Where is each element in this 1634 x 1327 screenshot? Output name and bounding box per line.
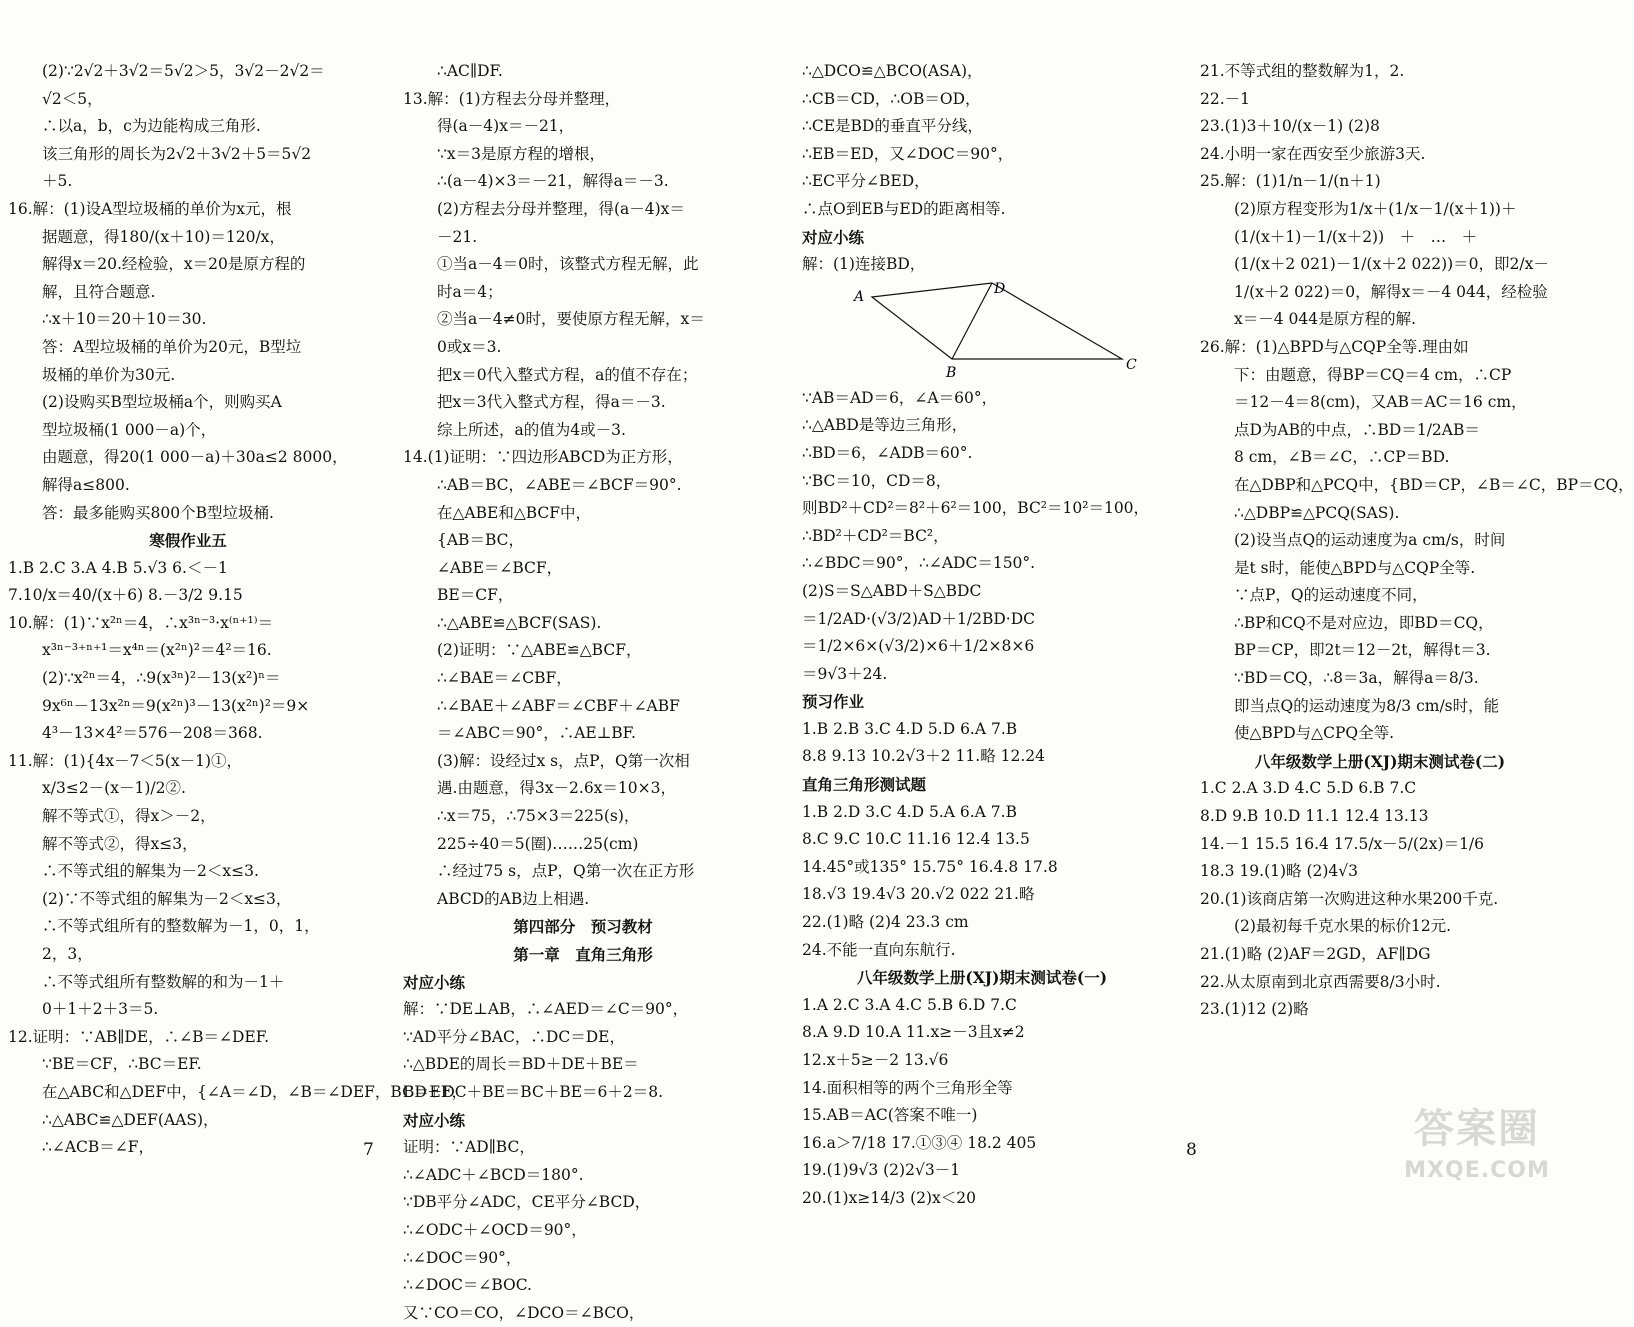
answer-line: (2)最初每千克水果的标价12元. xyxy=(1234,917,1452,936)
answer-line: 0＋1＋2＋3＝5. xyxy=(42,1000,159,1019)
answer-line: 24.小明一家在西安至少旅游3天. xyxy=(1200,144,1426,163)
answer-line: ＋5. xyxy=(42,172,73,191)
answer-line: 22.从太原南到北京西需要8/3小时. xyxy=(1200,972,1441,991)
answer-line: ∴∠BAE＝∠CBF， xyxy=(437,669,572,688)
answer-line: ∴∠BDC＝90°，∴∠ADC＝150°. xyxy=(802,554,1036,573)
vertex-b-label: B xyxy=(946,364,957,381)
answer-line: 7.10/x＝40/(x＋6) 8.－3/2 9.15 xyxy=(8,586,243,605)
answer-line: 圾桶的单价为30元. xyxy=(42,365,176,384)
answer-line: 19.(1)9√3 (2)2√3－1 xyxy=(802,1161,961,1180)
answer-line: ∵x＝3是原方程的增根， xyxy=(437,144,605,163)
answer-line: {AB＝BC， xyxy=(437,531,524,550)
section-heading: 第一章 直角三角形 xyxy=(513,945,653,964)
answer-line: (1/(x＋1)－1/(x＋2)) ＋ … ＋ xyxy=(1234,227,1478,246)
answer-line: ∴(a－4)×3＝－21，解得a＝－3. xyxy=(437,172,669,191)
answer-line: 18.√3 19.4√3 20.√2 022 21.略 xyxy=(802,885,1035,904)
answer-line: ∴CB＝CD，∴OB＝OD， xyxy=(802,89,981,108)
answer-line: 解得x＝20.经检验，x＝20是原方程的 xyxy=(42,255,306,274)
answer-line: ＝9√3＋24. xyxy=(802,664,888,683)
section-heading: 直角三角形测试题 xyxy=(802,775,927,795)
answer-line: 14.－1 15.5 16.4 17.5/x－5/(2x)＝1/6 xyxy=(1200,834,1485,853)
answer-line: (2)∵不等式组的解集为－2＜x≤3， xyxy=(42,889,292,908)
answer-line: ∴△ABC≌△DEF(AAS)， xyxy=(42,1110,219,1129)
answer-line: 1.B 2.D 3.C 4.D 5.A 6.A 7.B xyxy=(802,802,1017,821)
answer-line: ∴∠ODC＋∠OCD＝90°， xyxy=(403,1220,587,1239)
answer-line: 22.－1 xyxy=(1200,89,1251,108)
answer-line: 11.解：(1){4x－7＜5(x－1)①， xyxy=(8,751,242,770)
answer-line: 解不等式②，得x≤3， xyxy=(42,834,198,853)
answer-column-2 xyxy=(403,58,763,1327)
answer-line: 把x＝0代入整式方程，a的值不存在； xyxy=(437,365,698,384)
answer-line: 21.不等式组的整数解为1，2. xyxy=(1200,62,1405,80)
answer-line: (2)∵2√2＋3√2＝5√2＞5，3√2－2√2＝ xyxy=(42,62,325,80)
answer-line: ∴不等式组的解集为－2＜x≤3. xyxy=(42,862,259,881)
section-heading: 预习作业 xyxy=(802,692,865,712)
answer-line: ABCD的AB边上相遇. xyxy=(437,889,590,908)
answer-line: 得(a－4)x＝－21， xyxy=(437,117,575,136)
answer-line: 13.解：(1)方程去分母并整理， xyxy=(403,89,621,108)
answer-line: 遇.由题意，得3x－2.6x＝10×3， xyxy=(437,779,676,798)
answer-line: 下：由题意，得BP＝CQ＝4 cm，∴CP xyxy=(1234,365,1512,384)
answer-line: 25.解：(1)1/n－1/(n＋1) xyxy=(1200,172,1381,191)
answer-line: (2)S＝S△ABD＋S△BDC xyxy=(802,581,982,600)
answer-line: ∴△BDE的周长＝BD＋DE＋BE＝ xyxy=(403,1055,639,1074)
answer-line: 在△ABC和△DEF中，{∠A＝∠D，∠B＝∠DEF，BC＝EF， xyxy=(42,1082,467,1101)
answer-line: 15.AB＝AC(答案不唯一) xyxy=(802,1106,978,1125)
answer-line: ∴EC平分∠BED， xyxy=(802,172,930,191)
section-heading: 八年级数学上册(XJ)期末测试卷(二) xyxy=(1254,751,1506,771)
answer-line: ∴△DBP≌△PCQ(SAS). xyxy=(1234,503,1400,522)
answer-line: ∴BP和CQ不是对应边，即BD＝CQ， xyxy=(1234,613,1494,632)
answer-line: 由题意，得20(1 000－a)＋30a≤2 8000， xyxy=(42,448,348,467)
answer-line: (2)设购买B型垃圾桶a个，则购买A xyxy=(42,393,282,412)
answer-line: (2)原方程变形为1/x＋(1/x－1/(x＋1))＋ xyxy=(1234,199,1517,218)
section-heading: 对应小练 xyxy=(403,972,466,992)
answer-line: 8.D 9.B 10.D 11.1 12.4 13.13 xyxy=(1200,807,1429,826)
answer-line: 解，且符合题意. xyxy=(42,282,156,301)
answer-line: 2，3， xyxy=(42,945,93,963)
answer-line: 12.证明：∵AB∥DE，∴∠B＝∠DEF. xyxy=(8,1027,270,1046)
answer-line: ∴∠DOC＝90°， xyxy=(403,1248,522,1267)
answer-line: ∵DB平分∠ADC，CE平分∠BCD， xyxy=(403,1193,651,1212)
answer-line: ①当a－4＝0时，该整式方程无解，此 xyxy=(437,255,699,274)
answer-line: ∠ABE＝∠BCF， xyxy=(437,558,563,577)
answer-line: ∴∠ADC＋∠BCD＝180°. xyxy=(403,1165,584,1184)
answer-column-3 xyxy=(802,58,1162,1213)
section-heading: 第四部分 预习教材 xyxy=(513,917,653,937)
answer-line: 20.(1)该商店第一次购进这种水果200千克. xyxy=(1200,889,1499,908)
vertex-d-label: D xyxy=(994,280,1006,297)
answer-line: 16.a＞7/18 17.①③④ 18.2 405 xyxy=(802,1133,1037,1152)
answer-line: BD＋DC＋BE＝BC＋BE＝6＋2＝8. xyxy=(403,1082,664,1101)
answer-line: ∴x＋10＝20＋10＝30. xyxy=(42,310,207,329)
answer-line: 则BD²＋CD²＝8²＋6²＝100，BC²＝10²＝100， xyxy=(802,499,1150,518)
section-heading: 八年级数学上册(XJ)期末测试卷(一) xyxy=(856,968,1108,988)
answer-column-4 xyxy=(1200,58,1634,1024)
answer-line: 解得a≤800. xyxy=(42,475,130,494)
answer-line: 又∵CO＝CO，∠DCO＝∠BCO， xyxy=(403,1303,645,1322)
answer-line: √2＜5， xyxy=(42,89,103,108)
answer-line: 即当点Q的运动速度为8/3 cm/s时，能 xyxy=(1234,696,1500,715)
section-heading: 对应小练 xyxy=(403,1110,466,1130)
answer-line: 16.解：(1)设A型垃圾桶的单价为x元，根 xyxy=(8,199,292,218)
answer-line: 答：A型垃圾桶的单价为20元，B型垃 xyxy=(42,337,302,356)
answer-line: ∵BC＝10，CD＝8， xyxy=(802,471,952,490)
answer-line: 12.x＋5≥－2 13.√6 xyxy=(802,1051,949,1069)
answer-line: 1.A 2.C 3.A 4.C 5.B 6.D 7.C xyxy=(802,995,1017,1014)
answer-line: ∴EB＝ED，又∠DOC＝90°， xyxy=(802,144,1014,163)
answer-line: ∴x＝75，∴75×3＝225(s)， xyxy=(437,807,640,826)
answer-line: 225÷40＝5(圈)……25(cm) xyxy=(437,834,639,853)
answer-line: ＝1/2AD·(√3/2)AD＋1/2BD·DC xyxy=(802,609,1036,628)
answer-line: x/3≤2－(x－1)/2②. xyxy=(42,779,186,798)
answer-line: x＝－4 044是原方程的解. xyxy=(1234,310,1417,329)
answer-line: 1/(x＋2 022)＝0，解得x＝－4 044，经检验 xyxy=(1234,282,1548,301)
quadrilateral-figure xyxy=(802,279,1162,385)
answer-line: ∵BE＝CF，∴BC＝EF. xyxy=(42,1055,202,1074)
answer-line: －21. xyxy=(437,227,478,246)
answer-line: 10.解：(1)∵x²ⁿ＝4，∴x³ⁿ⁻³·x⁽ⁿ⁺¹⁾＝ xyxy=(8,613,274,632)
answer-line: ∴△ABD是等边三角形， xyxy=(802,416,968,435)
answer-line: 型垃圾桶(1 000－a)个， xyxy=(42,420,217,439)
answer-line: ＝∠ABC＝90°，∴AE⊥BF. xyxy=(437,724,636,743)
answer-line: 8.8 9.13 10.2√3＋2 11.略 12.24 xyxy=(802,747,1046,766)
answer-line: 14.45°或135° 15.75° 16.4.8 17.8 xyxy=(802,857,1058,876)
answer-line: ∵AB＝AD＝6，∠A＝60°， xyxy=(802,388,998,407)
answer-line: ∴∠ACB＝∠F， xyxy=(42,1138,155,1157)
answer-line: ∴AB＝BC，∠ABE＝∠BCF＝90°. xyxy=(437,475,682,494)
answer-line: ∴经过75 s，点P，Q第一次在正方形 xyxy=(437,862,695,881)
answer-line: (2)证明：∵△ABE≌△BCF， xyxy=(437,641,642,660)
answer-line: 使△BPD与△CPQ全等. xyxy=(1234,724,1395,743)
answer-line: 8.A 9.D 10.A 11.x≥－3且x≠2 xyxy=(802,1023,1025,1042)
section-heading: 寒假作业五 xyxy=(149,531,227,551)
answer-line: 把x＝3代入整式方程，得a＝－3. xyxy=(437,393,666,412)
answer-line: ∴CE是BD的垂直平分线， xyxy=(802,117,983,136)
answer-line: ∴∠DOC＝∠BOC. xyxy=(403,1276,532,1295)
answer-line: 解不等式①，得x＞－2， xyxy=(42,807,216,826)
answer-line: ∴△ABE≌△BCF(SAS). xyxy=(437,613,602,632)
answer-line: 9x⁶ⁿ－13x²ⁿ＝9(x²ⁿ)³－13(x²ⁿ)²＝9× xyxy=(42,696,310,715)
quadrilateral-abcd-diagram xyxy=(842,279,1142,383)
answer-line: 14.(1)证明：∵四边形ABCD为正方形， xyxy=(403,448,683,467)
answer-line: x³ⁿ⁻³⁺ⁿ⁺¹＝x⁴ⁿ＝(x²ⁿ)²＝4²＝16. xyxy=(42,641,272,660)
answer-line: 点D为AB的中点，∴BD＝1/2AB＝ xyxy=(1234,420,1480,439)
answer-line: (2)设当点Q的运动速度为a cm/s，时间 xyxy=(1234,531,1506,550)
answer-line: ∴点O到EB与ED的距离相等. xyxy=(802,199,1006,218)
answer-line: ＝12－4＝8(cm)，又AB＝AC＝16 cm， xyxy=(1234,393,1527,412)
answer-line: (1/(x＋2 021)－1/(x＋2 022))＝0，即2/x－ xyxy=(1234,255,1549,274)
answer-line: 22.(1)略 (2)4 23.3 cm xyxy=(802,913,969,932)
answer-line: 26.解：(1)△BPD与△CQP全等.理由如 xyxy=(1200,337,1469,356)
answer-line: 答：最多能购买800个B型垃圾桶. xyxy=(42,503,274,522)
answer-line: 该三角形的周长为2√2＋3√2＋5＝5√2 xyxy=(42,144,312,163)
answer-line: (2)方程去分母并整理，得(a－4)x＝ xyxy=(437,199,685,218)
answer-line: 解：∵DE⊥AB，∴∠AED＝∠C＝90°， xyxy=(403,1000,689,1019)
watermark xyxy=(1392,1102,1562,1202)
answer-line: ∴不等式组所有的整数解为－1，0，1， xyxy=(42,917,320,936)
answer-line: (3)解：设经过x s，点P，Q第一次相 xyxy=(437,751,690,770)
answer-line: 时a＝4； xyxy=(437,282,503,301)
answer-line: 24.不能一直向东航行. xyxy=(802,940,956,959)
answer-line: ∵点P，Q的运动速度不同， xyxy=(1234,586,1428,605)
answer-line: 综上所述，a的值为4或－3. xyxy=(437,420,626,439)
answer-line: 21.(1)略 (2)AF＝2GD，AF∥DG xyxy=(1200,945,1431,963)
answer-line: ∴∠BAE＋∠ABF＝∠CBF＋∠ABF xyxy=(437,696,680,715)
answer-line: ∴BD＝6，∠ADB＝60°. xyxy=(802,443,973,462)
vertex-c-label: C xyxy=(1126,356,1137,373)
watermark-site: MXQE.COM xyxy=(1404,1158,1550,1183)
answer-line: (2)∵x²ⁿ＝4，∴9(x³ⁿ)²－13(x²)ⁿ＝ xyxy=(42,669,281,688)
answer-line: 1.B 2.C 3.A 4.B 5.√3 6.＜－1 xyxy=(8,558,228,577)
answer-line: 是t s时，能使△BPD与△CQP全等. xyxy=(1234,558,1476,577)
answer-line: BP＝CP，即2t＝12－2t，解得t＝3. xyxy=(1234,641,1491,660)
answer-line: 20.(1)x≥14/3 (2)x＜20 xyxy=(802,1188,976,1207)
page-number-right: 8 xyxy=(1186,1140,1197,1160)
answer-line: ∴以a，b，c为边能构成三角形. xyxy=(42,117,261,136)
page-number-left: 7 xyxy=(363,1140,374,1160)
answer-line: ＝1/2×6×(√3/2)×6＋1/2×8×6 xyxy=(802,637,1035,656)
section-heading: 对应小练 xyxy=(802,227,865,247)
answer-line: 解：(1)连接BD， xyxy=(802,255,926,274)
answer-line: 0或x＝3. xyxy=(437,337,502,356)
answer-line: ∵AD平分∠BAC，∴DC＝DE， xyxy=(403,1027,625,1046)
answer-line: ∴△DCO≌△BCO(ASA)， xyxy=(802,62,983,80)
answer-line: 在△DBP和△PCQ中，{BD＝CP，∠B＝∠C，BP＝CQ， xyxy=(1234,475,1634,494)
answer-line: ②当a－4≠0时，要使原方程无解，x＝ xyxy=(437,310,705,329)
answer-line: 1.B 2.B 3.C 4.D 5.D 6.A 7.B xyxy=(802,719,1018,738)
answer-line: 8 cm，∠B＝∠C，∴CP＝BD. xyxy=(1234,448,1450,467)
watermark-logo: 答案圈 xyxy=(1414,1106,1540,1152)
answer-line: 证明：∵AD∥BC， xyxy=(403,1138,535,1157)
vertex-a-label: A xyxy=(854,288,865,305)
answer-line: 1.C 2.A 3.D 4.C 5.D 6.B 7.C xyxy=(1200,779,1417,798)
answer-line: 据题意，得180/(x＋10)＝120/x， xyxy=(42,227,285,246)
answer-line: 8.C 9.C 10.C 11.16 12.4 13.5 xyxy=(802,830,1030,849)
answer-line: 在△ABE和△BCF中， xyxy=(437,503,592,522)
answer-line: ∵BD＝CQ，∴8＝3a，解得a＝8/3. xyxy=(1234,669,1479,688)
answer-line: 14.面积相等的两个三角形全等 xyxy=(802,1078,1013,1097)
answer-line: 23.(1)12 (2)略 xyxy=(1200,1000,1309,1019)
answer-line: ∴AC∥DF. xyxy=(437,62,503,80)
answer-line: 4³－13×4²＝576－208＝368. xyxy=(42,724,263,743)
answer-line: 18.3 19.(1)略 (2)4√3 xyxy=(1200,862,1359,881)
answer-line: ∴不等式组所有整数解的和为－1＋ xyxy=(42,972,285,991)
answer-line: BE＝CF， xyxy=(437,586,514,605)
answer-line: 23.(1)3＋10/(x－1) (2)8 xyxy=(1200,117,1380,136)
answer-line: ∴BD²＋CD²＝BC²， xyxy=(802,526,949,545)
